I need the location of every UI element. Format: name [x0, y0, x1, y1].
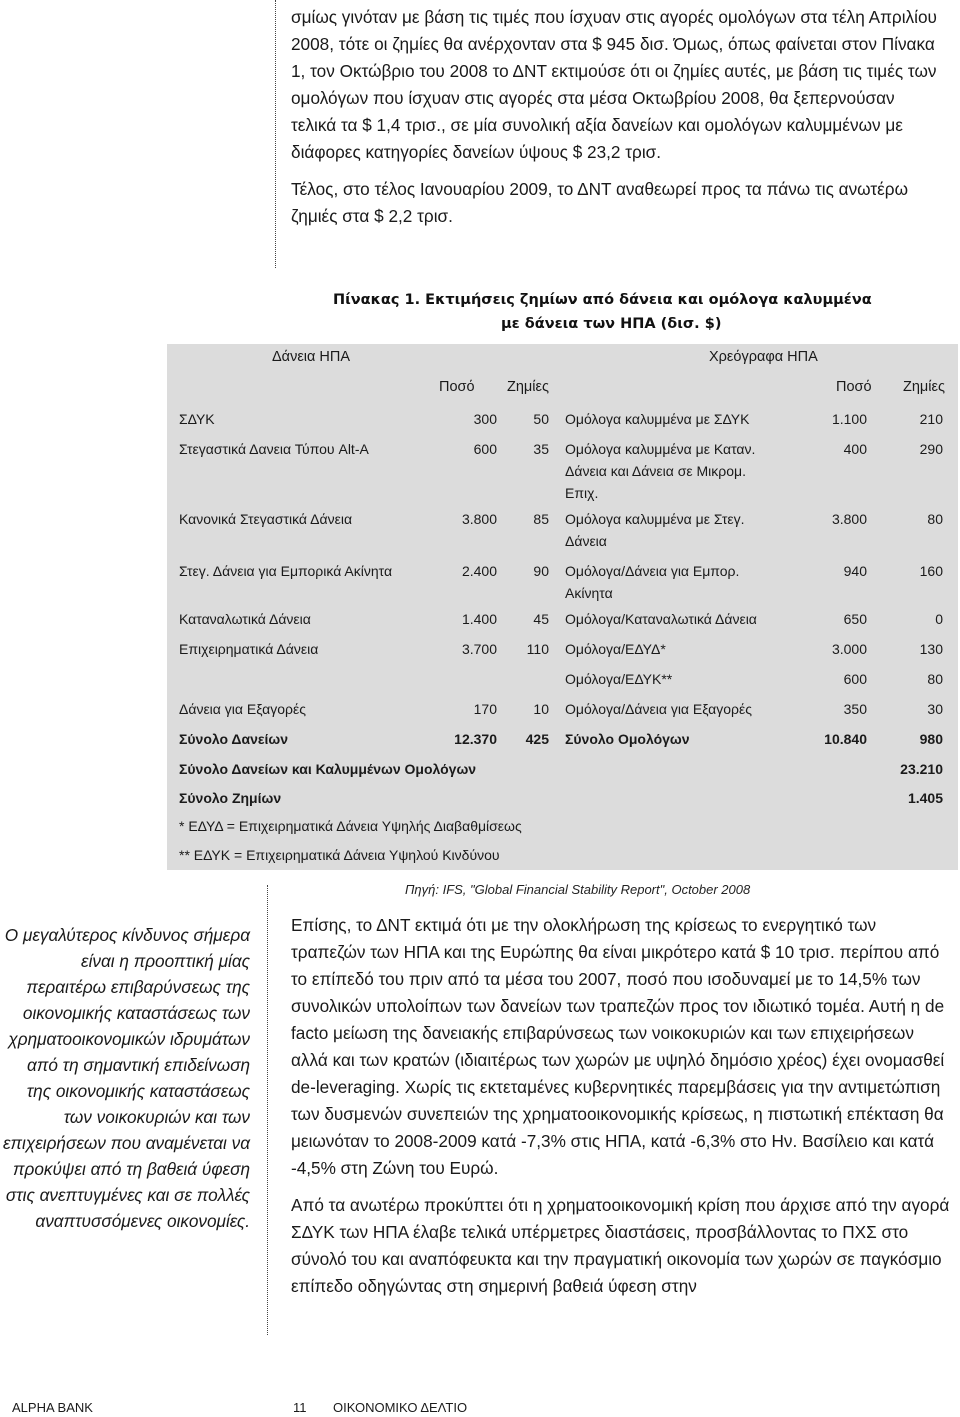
table-cell-sec-amount: 3.800 — [831, 511, 867, 527]
table-cell-loan-losses: 50 — [533, 411, 549, 427]
footnote-edyd: * ΕΔΥΔ = Επιχειρηματικά Δάνεια Υψηλής Διαβαθμίσεως — [179, 818, 522, 834]
body-paragraph-1: Επίσης, το ΔΝΤ εκτιμά ότι με την ολοκλήρωση της κρίσεως το ενεργητικό των τραπεζών των ΗΠΑ και της Ευρώπης θα είναι μικρότερο κατά $ 10 τρισ. περίπου από το επίπεδό του πριν από τα μέσα του 2007, ποσό που ισοδυναμεί με το 14,5% των συνολικών υπολοίπων των δανείων των τραπεζών προς τον ιδιωτικό τομέα. Αυτή η de facto μείωση της δανειακής επιβαρύνσεως των νοικοκυριών και των επιχειρήσεων αλλά και των κρατών (ιδιαιτέρως των χωρών με υψηλό δημόσιο χρέος) έχει ονομασθεί de-leveraging. Χωρίς τις εκτεταμένες κυβερνητικές παρεμβάσεις για την αντιμετώπιση των δυσμενών συνεπειών της χρηματοοικονομικής κρίσεως, η πιστωτική επέκταση θα μειωνόταν το 2008-2009 κατά -7,3% στις ΗΠΑ, κατά -6,3% στο Ην. Βασίλειο και κατά -4,5% στη Ζώνη του Ευρώ. — [291, 915, 945, 1178]
table-cell-sec: Ομόλογα/Καταναλωτικά Δάνεια — [565, 611, 757, 627]
table-cell-loan-amount: 1.400 — [461, 611, 497, 627]
col-header-sec-amount: Ποσό — [836, 379, 872, 395]
group-header-securities: Χρεόγραφα ΗΠΑ — [709, 349, 818, 365]
table-cell-loan: Κανονικά Στεγαστικά Δάνεια — [179, 511, 353, 527]
table-cell-sec: Σύνολο Ομολόγων — [565, 731, 690, 747]
table-cell-sec-losses: 160 — [919, 563, 943, 579]
top-text-block — [291, 4, 941, 240]
col-header-sec-losses: Ζημίες — [903, 379, 945, 395]
table-cell-loan-amount: 12.370 — [454, 731, 497, 747]
table-cell-sec-losses: 80 — [927, 511, 943, 527]
column-rule-top — [275, 0, 276, 268]
table-cell-sec: Ομόλογα καλυμμένα με ΣΔΥΚ — [565, 411, 750, 427]
footnote-edyk: ** ΕΔΥΚ = Επιχειρηματικά Δάνεια Υψηλού Κινδύνου — [179, 847, 500, 863]
table-cell-loan-losses: 90 — [533, 563, 549, 579]
table-cell-loan-amount: 3.800 — [461, 511, 497, 527]
table-cell-loan-losses: 425 — [525, 731, 549, 747]
table-cell-loan: Επιχειρηματικά Δάνεια — [179, 641, 319, 657]
table-source: Πηγή: IFS, "Global Financial Stability Report", October 2008 — [405, 882, 751, 897]
col-header-loan-losses: Ζημίες — [507, 379, 549, 395]
table-cell-loan-amount: 600 — [473, 441, 497, 457]
table-cell-loan-amount: 170 — [473, 701, 497, 717]
table-cell-sec-losses: 980 — [919, 731, 943, 747]
table-cell-loan: Καταναλωτικά Δάνεια — [179, 611, 311, 627]
table-cell-sec-amount: 10.840 — [824, 731, 867, 747]
table-cell-loan: Δάνεια για Εξαγορές — [179, 701, 306, 717]
table-cell-sec-amount: 940 — [843, 563, 867, 579]
pull-quote: Ο μεγαλύτερος κίνδυνος σήμερα είναι η προοπτική μίας περαιτέρω επιβαρύνσεως της οικονομικής καταστάσεως των χρηματοοικονομικών ιδρυμάτων από τη σημαντική επιδείνωση της οικονομικής καταστάσεως των νοικοκυριών και των επιχειρήσεων που αναμένεται να προκύψει από τη βαθειά ύφεση στις ανεπτυγμένες και σε πολλές αναπτυσσόμενες οικονομίες. — [2, 925, 250, 1231]
table-cell-sec-losses: 130 — [919, 641, 943, 657]
grand-total-label: Σύνολο Δανείων και Καλυμμένων Ομολόγων — [179, 761, 477, 777]
footer-publication: ΟΙΚΟΝΟΜΙΚΟ ΔΕΛΤΙΟ — [333, 1400, 468, 1415]
table-cell-loan-losses: 35 — [533, 441, 549, 457]
table-title-line1: Πίνακας 1. Εκτιμήσεις ζημίων από δάνεια και ομόλογα καλυμμένα — [333, 292, 872, 308]
table-cell-loan-losses: 10 — [533, 701, 549, 717]
table-cell-loan-losses: 110 — [526, 641, 549, 657]
group-header-loans: Δάνεια ΗΠΑ — [272, 349, 351, 365]
table-cell-loan-amount: 300 — [473, 411, 497, 427]
table-cell-sec-losses: 210 — [919, 411, 943, 427]
table-cell-sec: Ομόλογα/Δάνεια για Εξαγορές — [565, 701, 752, 717]
table-cell-sec: Ομόλογα/Δάνεια για Εμπορ. Ακίνητα — [565, 563, 740, 601]
table-cell-sec-amount: 350 — [843, 701, 867, 717]
col-header-loan-amount: Ποσό — [439, 379, 475, 395]
table-cell-sec-amount: 1.100 — [831, 411, 867, 427]
table-cell-loan-losses: 85 — [533, 511, 549, 527]
table-cell-sec: Ομόλογα/ΕΔΥΔ* — [565, 641, 666, 657]
table-cell-loan-amount: 2.400 — [461, 563, 497, 579]
total-losses-value: 1.405 — [907, 790, 943, 806]
losses-table — [167, 344, 958, 870]
table-cell-loan: Στεγ. Δάνεια για Εμπορικά Ακίνητα — [179, 563, 393, 579]
table-title — [333, 288, 933, 336]
table-cell-sec: Ομόλογα καλυμμένα με Καταν. Δάνεια και Δάνεια σε Μικρομ. Επιχ. — [565, 441, 756, 501]
table-cell-sec-losses: 80 — [927, 671, 943, 687]
table-cell-sec-losses: 30 — [927, 701, 943, 717]
table-title-line2: με δάνεια των ΗΠΑ (δισ. $) — [501, 316, 722, 332]
footer-page-number: 11 — [293, 1400, 307, 1415]
column-rule-bottom — [267, 885, 268, 1335]
total-losses-label: Σύνολο Ζημίων — [179, 790, 282, 806]
table-cell-loan-losses: 45 — [533, 611, 549, 627]
table-cell-sec: Ομόλογα/ΕΔΥΚ** — [565, 671, 673, 687]
table-cell-sec-losses: 290 — [919, 441, 943, 457]
table-cell-loan: Στεγαστικά Δανεια Τύπου Alt-A — [179, 441, 369, 457]
grand-total-value: 23.210 — [900, 761, 943, 777]
table-cell-loan-amount: 3.700 — [461, 641, 497, 657]
body-paragraph-2: Από τα ανωτέρω προκύπτει ότι η χρηματοοικονομική κρίση που άρχισε από την αγορά ΣΔΥΚ των ΗΠΑ έλαβε τελικά υπέρμετρες διαστάσεις, προσβάλλοντας το ΠΧΣ στο σύνολό του και αναπόφευκτα και την πραγματική οικονομία των χωρών σε παγκόσμιο επίπεδο οδηγώντας στη σημερινή βαθειά ύφεση στην — [291, 1195, 950, 1296]
table-cell-sec: Ομόλογα καλυμμένα με Στεγ. Δάνεια — [565, 511, 745, 549]
top-paragraph-2: Τέλος, στο τέλος Ιανουαρίου 2009, το ΔΝΤ αναθεωρεί προς τα πάνω τις ανωτέρω ζημιές στα $ 2,2 τρισ. — [291, 179, 909, 226]
table-cell-sec-amount: 400 — [843, 441, 867, 457]
table-cell-loan: Σύνολο Δανείων — [179, 731, 289, 747]
top-paragraph-1: σμίως γινόταν με βάση τις τιμές που ίσχυαν στις αγορές ομολόγων στα τέλη Απριλίου 2008, τότε οι ζημίες θα ανέρχονταν στα $ 945 δισ. Όμως, όπως φαίνεται στον Πίνακα 1, τον Οκτώβριο του 2008 το ΔΝΤ εκτιμούσε ότι οι ζημίες αυτές, με βάση τις τιμές των ομολόγων που ίσχυαν στις αγορές στα μέσα Οκτωβρίου 2008, θα ξεπερνούσαν τελικά τα $ 1,4 τρισ., σε μία συνολική αξία δανείων και ομολόγων καλυμμένων με διάφορες κατηγορίες δανείων ύψους $ 23,2 τρισ. — [291, 7, 937, 162]
table-cell-sec-amount: 650 — [843, 611, 867, 627]
table-cell-loan: ΣΔΥΚ — [179, 411, 215, 427]
body-text-block — [291, 912, 951, 1310]
table-cell-sec-amount: 3.000 — [831, 641, 867, 657]
table-cell-sec-amount: 600 — [843, 671, 867, 687]
footer-bank: ALPHA BANK — [12, 1400, 93, 1415]
table-cell-sec-losses: 0 — [935, 611, 943, 627]
